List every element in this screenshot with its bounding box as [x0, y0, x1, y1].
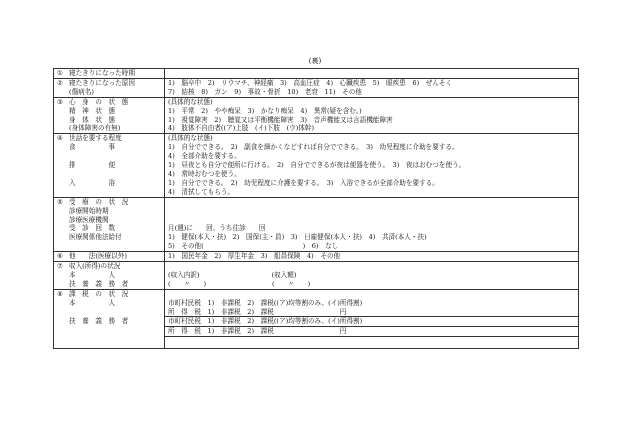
other-law-options[interactable]: 1) 国民年金 2) 厚生年金 3) 船員保険 4) その他	[165, 252, 579, 262]
section-label: 寝たきりになった原因	[69, 78, 135, 87]
row-label: 本 人	[69, 298, 116, 307]
income-amount-heading: (収入額)	[271, 270, 297, 279]
municipal-tax-options[interactable]: 市町村民税 1) 非課税 2) 課税((ア)均等割のみ、(イ)所得割)	[165, 317, 579, 327]
section-label: 他 法(医療以外)	[69, 252, 127, 261]
income-value[interactable]: ( 〃 ) ( 〃 )	[168, 279, 311, 288]
mental-state-options[interactable]: 1) 平常 2) やや痴呆 3) かなり痴呆 4) 異常(疑を含む。)	[168, 106, 362, 115]
section-number: ②	[57, 78, 63, 87]
row-label: 診療医療機関	[69, 215, 109, 224]
cause-option-line[interactable]: 7) 結核 8) ガン 9) 事故・骨折 10) 老衰 11) その他	[168, 87, 362, 96]
section-8	[54, 289, 579, 298]
row-label: 扶 養 義 務 者	[69, 279, 129, 288]
excretion-options[interactable]: 4) 常時おむつを使う。	[168, 169, 241, 178]
income-tax-options[interactable]: 所 得 税 1) 非課税 2) 課税 円	[168, 307, 347, 316]
physical-state-options[interactable]: 1) 視覚障害 2) 聴覚又は平衡機能障害 3) 音声機能又は言語機能障害	[168, 115, 393, 124]
section-number: ⑤	[57, 197, 63, 206]
section-number: ①	[57, 69, 63, 77]
row-label: 身 体 状 態	[69, 115, 116, 124]
section-label: 心 身 の 状 態	[69, 97, 129, 106]
insurance-options[interactable]: 1) 健保(本人・扶) 2) 国保(主・員) 3) 日雇健保(本人・扶) 4) 共済(本人・扶)	[168, 233, 427, 242]
cause-option-line[interactable]: 1) 脳卒中 2) リウマチ、神経痛 3) 高血圧症 4) 心臓疾患 5) 眼疾患 6) ぜんそく	[165, 78, 579, 87]
section-1	[54, 69, 579, 79]
section-number: ④	[57, 134, 63, 143]
section-label: 寝たきりになった時期	[69, 69, 135, 77]
section-3	[54, 97, 579, 106]
disability-options[interactable]: 4) 肢体不自由者((ア)上肢 (イ)下肢 (ウ)体幹)	[168, 124, 315, 133]
section-label: 世話を要する程度	[69, 134, 122, 143]
row-label: 入 浴	[69, 178, 116, 187]
column-heading: (具体的な状態)	[165, 97, 579, 106]
section-label: 収入(所得)の状況	[69, 262, 121, 271]
row-label: 診療開始時期	[69, 206, 109, 215]
visit-count-value[interactable]: 月(週)に 回、うち往診 回	[168, 224, 266, 233]
section-7	[54, 262, 579, 271]
onset-value[interactable]	[165, 69, 579, 79]
municipal-tax-options[interactable]: 市町村民税 1) 非課税 2) 課税((ア)均等割のみ、(イ)所得割)	[168, 298, 363, 307]
income-tax-options[interactable]: 所 得 税 1) 非課税 2) 課税 円	[165, 327, 579, 337]
section-6	[54, 252, 579, 262]
section-label: 課 税 の 状 況	[69, 289, 129, 298]
section-number: ③	[57, 97, 63, 106]
bathing-options[interactable]: 4) 清拭してもらう。	[168, 187, 235, 196]
row-label: 医療関係他法給付	[69, 233, 122, 242]
page-title: (裏)	[308, 57, 322, 65]
section-5	[54, 197, 579, 206]
row-label: (身体障害の有無)	[69, 124, 121, 133]
section-2	[54, 78, 579, 87]
treatment-start-value[interactable]	[165, 207, 579, 216]
medical-institution-value[interactable]	[165, 216, 579, 225]
row-label: 排 便	[69, 161, 116, 170]
section-number: ⑥	[57, 252, 63, 261]
section-4	[54, 134, 579, 143]
meal-options[interactable]: 4) 全部介助を要する。	[168, 152, 241, 161]
insurance-options[interactable]: 5) その他( ) 6) なし	[168, 242, 339, 251]
income-breakdown-heading: (収入内訳)	[168, 270, 200, 279]
row-label: 扶 養 義 務 者	[69, 316, 129, 325]
row-label: 受 診 回 数	[69, 224, 116, 233]
row-label: 本 人	[69, 270, 116, 279]
form-table	[53, 68, 579, 349]
section-label: 受 療 の 状 況	[69, 197, 129, 206]
section-number: ⑦	[57, 262, 63, 271]
bathing-options[interactable]: 1) 自分でできる。 2) 幼児程度に介護を要する。 3) 入浴できるが全部介助を要する。	[168, 178, 439, 187]
excretion-options[interactable]: 1) 昼夜とも自分で便所に行ける。 2) 自分でできるが夜は便器を使う。 3) 夜はおむつを使う。	[168, 161, 466, 170]
column-heading: (具体的な状態)	[165, 134, 579, 143]
row-label: 食 事	[69, 143, 116, 152]
section-sublabel: (傷病名)	[69, 87, 94, 96]
meal-options[interactable]: 1) 自分でできる。 2) 副食を細かくなどすれば自分でできる。 3) 幼児程度に介助を要する。	[168, 143, 459, 152]
section-number: ⑧	[57, 289, 63, 298]
row-label: 精 神 状 態	[69, 106, 116, 115]
